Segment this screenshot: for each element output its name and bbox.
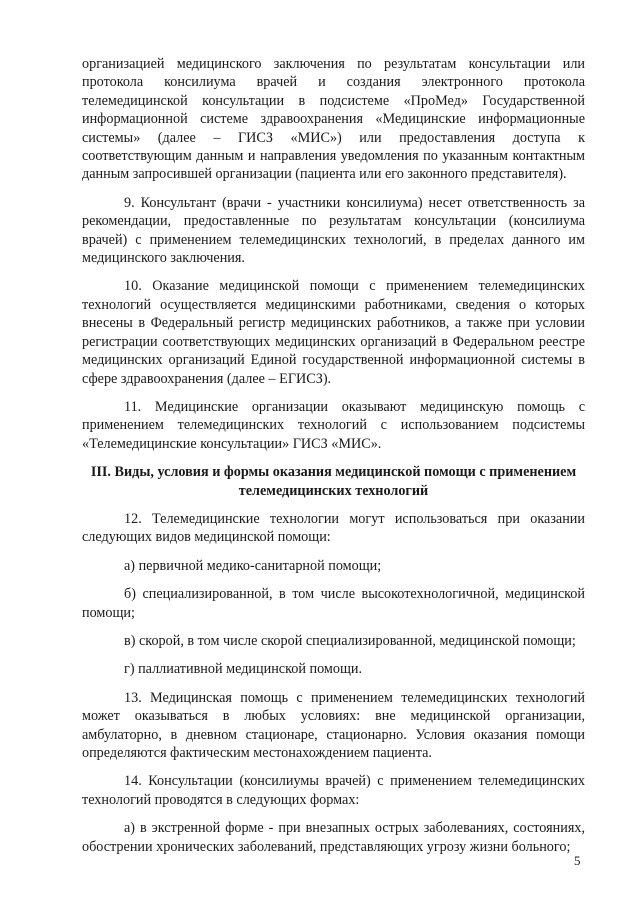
paragraph-continuation: организацией медицинского заключения по результатам консультации или протокола консилиума врачей и создания электронного протокола телемедицинской консультации в подсистеме «ПроМед» Государственной информационной системе здравоохранения «Медицинские информационные системы» (далее – ГИСЗ «МИС») или предоставления доступа к соответствующим данным и направления уведомления по указанным контактным данным запросившей организации (пациента или его законного представителя). xyxy=(82,56,585,183)
paragraph-14-a: а) в экстренной форме - при внезапных острых заболеваниях, состояниях, обострении хронических заболеваний, представляющих угрозу жизни больного; xyxy=(82,820,585,855)
paragraph-12-v: в) скорой, в том числе скорой специализированной, медицинской помощи; xyxy=(124,632,576,649)
paragraph-12-g: г) паллиативной медицинской помощи. xyxy=(124,661,363,678)
paragraph-10: 10. Оказание медицинской помощи с применением телемедицинских технологий осуществляется медицинскими работниками, сведения о которых внесены в Федеральный регистр медицинских работников, а также при условии регистрации соответствующих медицинских организаций в Федеральном реестре медицинских организаций Единой государственной информационной системы в сфере здравоохранения (далее – ЕГИСЗ). xyxy=(82,278,585,387)
paragraph-12: 12. Телемедицинские технологии могут использоваться при оказании следующих видов медицинской помощи: xyxy=(82,510,585,546)
paragraph-12-a: а) первичной медико-санитарной помощи; xyxy=(124,557,382,574)
page-number: 5 xyxy=(574,853,581,868)
paragraph-14: 14. Консультации (консилиумы врачей) с применением телемедицинских технологий проводятся в следующих формах: xyxy=(82,773,585,808)
paragraph-11: 11. Медицинские организации оказывают медицинскую помощь с применением телемедицинских технологий с использованием подсистемы «Телемедицинские консультации» ГИСЗ «МИС». xyxy=(82,398,585,452)
paragraph-9: 9. Консультант (врачи - участники консилиума) несет ответственность за рекомендации, предоставленные по результатам консультации (консилиума врачей) с применением телемедицинских технологий, в пределах данного им медицинского заключения. xyxy=(82,194,585,267)
section-heading: III. Виды, условия и формы оказания медицинской помощи с применением телемедицинских технологий xyxy=(90,464,577,499)
document-page xyxy=(82,55,585,866)
paragraph-13: 13. Медицинская помощь с применением телемедицинских технологий может оказываться в любых условиях: вне медицинской организации, амбулаторно, в дневном стационаре, стационарно. Условия оказания помощи определяются фактическим местонахождением пациента. xyxy=(82,689,585,761)
paragraph-12-b: б) специализированной, в том числе высокотехнологичной, медицинской помощи; xyxy=(82,586,585,621)
